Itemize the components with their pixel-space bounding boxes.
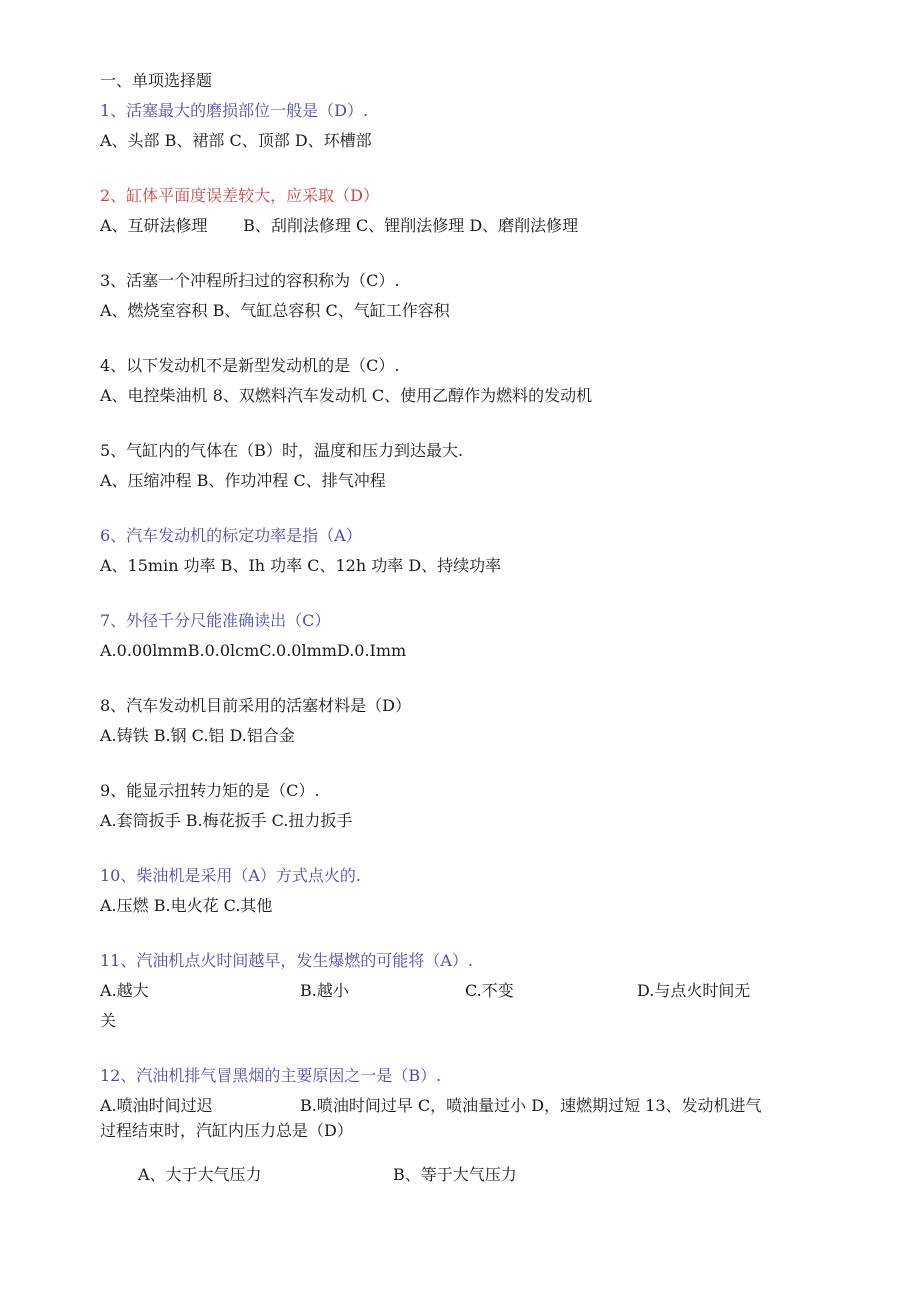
question-11-option-c: C.不变	[465, 981, 514, 1000]
question-8-stem: 8、汽车发动机目前采用的活塞材料是（D）	[100, 696, 412, 715]
question-13-stem: 过程结束时，汽缸内压力总是（D）	[100, 1121, 353, 1140]
question-12-option-a: A.喷油时间过迟	[100, 1096, 213, 1115]
question-7-stem: 7、外径千分尺能准确读出（C）	[100, 611, 331, 630]
question-3-stem: 3、活塞一个冲程所扫过的容积称为（C）.	[100, 271, 400, 290]
question-9-stem: 9、能显示扭转力矩的是（C）.	[100, 781, 320, 800]
question-1-options: A、头部 B、裙部 C、顶部 D、环槽部	[100, 131, 372, 150]
question-13-option-b: B、等于大气压力	[393, 1165, 517, 1184]
question-11-option-d: D.与点火时间无	[637, 981, 751, 1000]
question-9-options: A.套筒扳手 B.梅花扳手 C.扭力扳手	[100, 811, 353, 830]
question-8-options: A.铸铁 B.钢 C.铝 D.铝合金	[100, 726, 295, 745]
question-4-stem: 4、以下发动机不是新型发动机的是（C）.	[100, 356, 400, 375]
question-11-stem: 11、汽油机点火时间越早，发生爆燃的可能将（A）.	[100, 951, 474, 970]
question-7-options: A.0.00lmmB.0.0lcmC.0.0lmmD.0.Imm	[100, 641, 407, 660]
section-title: 一、单项选择题	[100, 71, 213, 90]
question-10-stem: 10、柴油机是采用（A）方式点火的.	[100, 866, 362, 885]
question-12-stem: 12、汽油机排气冒黑烟的主要原因之一是（B）.	[100, 1066, 442, 1085]
question-10-options: A.压燃 B.电火花 C.其他	[100, 896, 273, 915]
question-5-options: A、压缩冲程 B、作功冲程 C、排气冲程	[100, 471, 386, 490]
question-3-options: A、燃烧室容积 B、气缸总容积 C、气缸工作容积	[100, 301, 450, 320]
question-11-option-d-continued: 关	[100, 1011, 117, 1030]
question-11-option-b: B.越小	[300, 981, 349, 1000]
question-6-stem: 6、汽车发动机的标定功率是指（A）	[100, 526, 362, 545]
question-1-stem: 1、活塞最大的磨损部位一般是（D）.	[100, 101, 369, 120]
question-5-stem: 5、气缸内的气体在（B）时，温度和压力到达最大.	[100, 441, 464, 460]
question-2-options: A、互研法修理 B、刮削法修理 C、锂削法修理 D、磨削法修理	[100, 216, 579, 235]
question-13-option-a: A、大于大气压力	[138, 1165, 262, 1184]
question-4-options: A、电控柴油机 8、双燃料汽车发动机 C、使用乙醇作为燃料的发动机	[100, 386, 593, 405]
question-12-options-rest: B.喷油时间过早 C，喷油量过小 D，速燃期过短 13、发动机进气	[300, 1096, 762, 1115]
question-11-option-a: A.越大	[100, 981, 149, 1000]
question-6-options: A、15min 功率 B、Ih 功率 C、12h 功率 D、持续功率	[100, 556, 502, 575]
question-2-stem: 2、缸体平面度误差较大，应采取（D）	[100, 186, 380, 205]
